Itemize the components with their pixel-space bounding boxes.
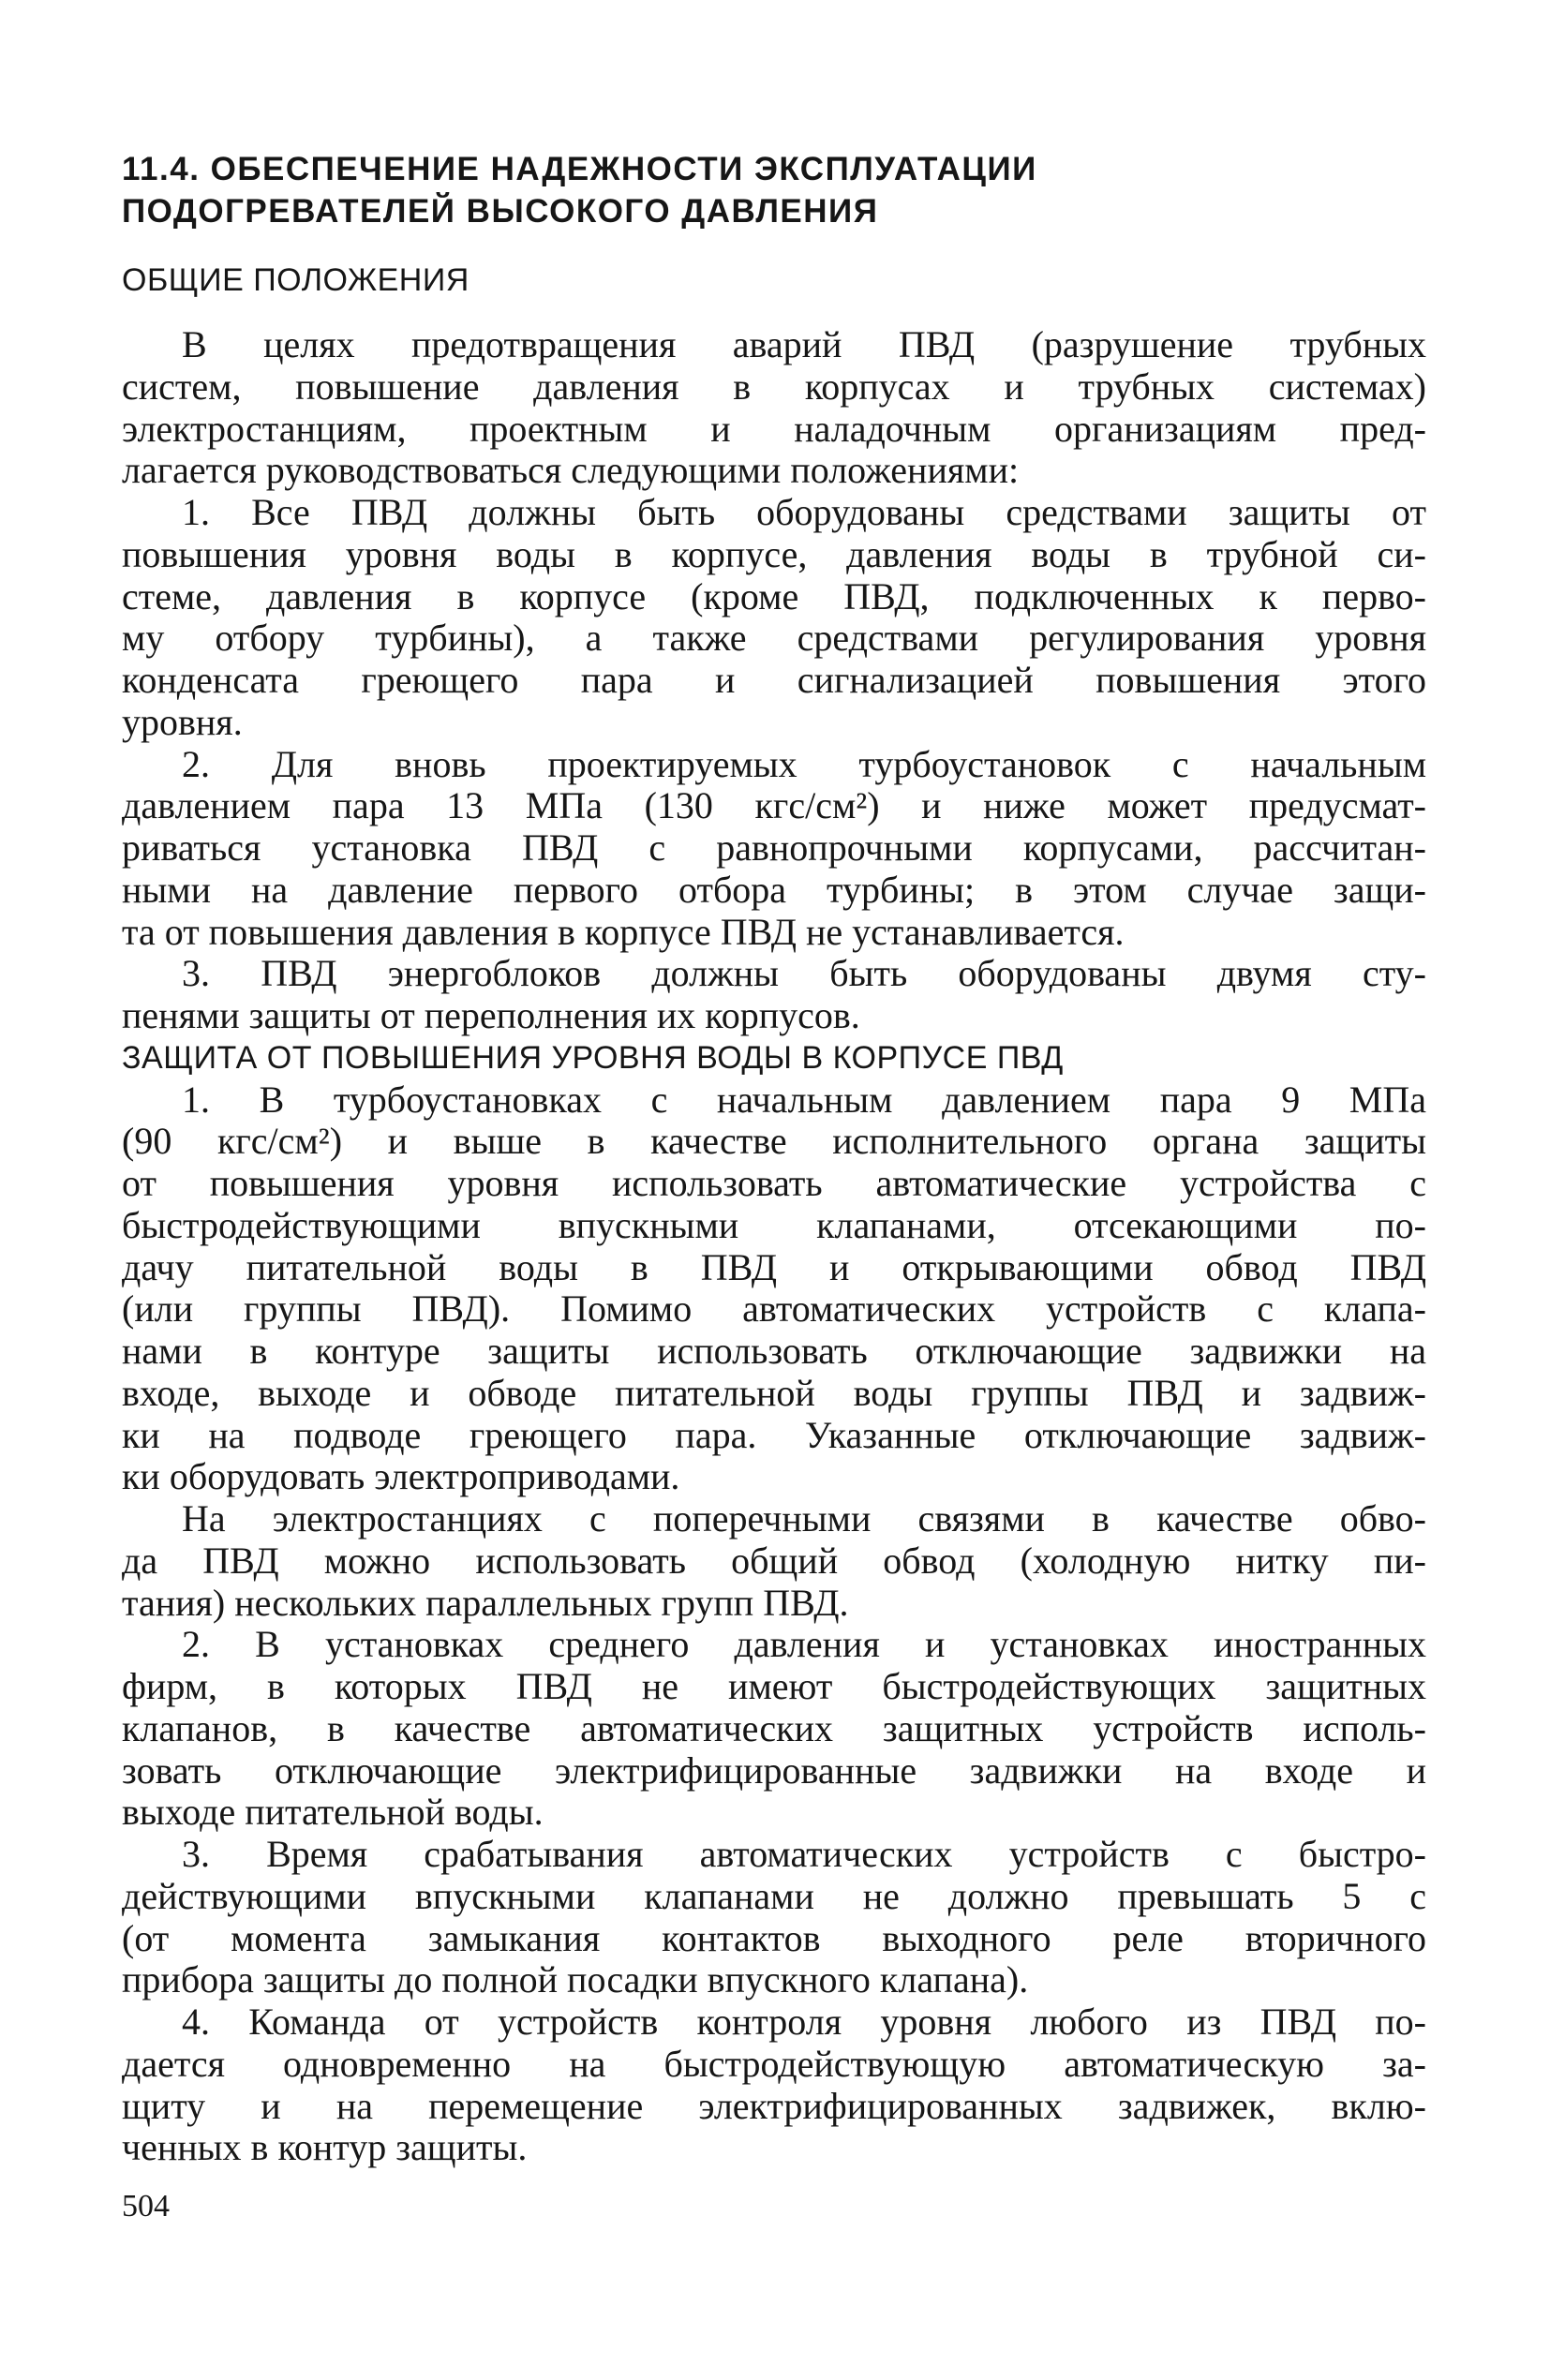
text-line: нами в контуре защиты использовать отключающие задвижки на xyxy=(122,1330,1426,1372)
text-line: (или группы ПВД). Помимо автоматических устройств с клапа- xyxy=(122,1287,1426,1331)
text-line: выходе питательной воды. xyxy=(122,1791,544,1834)
text-line: тания) нескольких параллельных групп ПВД. xyxy=(122,1581,849,1624)
text-line: от повышения уровня использовать автоматические устройства с xyxy=(122,1162,1426,1204)
text-line: стеме, давления в корпусе (кроме ПВД, подключенных к перво- xyxy=(122,574,1426,617)
text-line: ки оборудовать электроприводами. xyxy=(122,1455,680,1498)
paragraph xyxy=(122,2001,1426,2169)
body-text xyxy=(122,324,1426,2169)
subheading: ЗАЩИТА ОТ ПОВЫШЕНИЯ УРОВНЯ ВОДЫ В КОРПУСЕ ПВД xyxy=(122,1039,1064,1076)
paragraph xyxy=(122,1624,1426,1834)
text-line: 1. В турбоустановках с начальным давлением пара 9 МПа xyxy=(182,1078,1426,1121)
paragraph xyxy=(122,1079,1426,1499)
paragraph xyxy=(122,492,1426,744)
section-heading xyxy=(122,148,1426,232)
document-page xyxy=(122,148,1426,2225)
text-line: зовать отключающие электрифицированные задвижки на входе и xyxy=(122,1748,1426,1792)
text-line: входе, выходе и обводе питательной воды группы ПВД и задвиж- xyxy=(122,1371,1426,1414)
text-line: давлением пара 13 МПа (130 кгс/см²) и ниже может предусмат- xyxy=(122,784,1426,827)
text-line: конденсата греющего пара и сигнализацией повышения этого xyxy=(122,659,1426,701)
paragraph xyxy=(122,324,1426,492)
text-line: щиту и на перемещение электрифицированных задвижек, вклю- xyxy=(122,2084,1426,2127)
text-line: риваться установка ПВД с равнопрочными корпусами, рассчитан- xyxy=(122,826,1426,869)
text-line: лагается руководствоваться следующими положениями: xyxy=(122,449,1020,492)
text-line: ченных в контур защиты. xyxy=(122,2126,528,2169)
text-line: дачу питательной воды в ПВД и открывающими обвод ПВД xyxy=(122,1245,1426,1288)
text-line: та от повышения давления в корпусе ПВД не устанавливается. xyxy=(122,910,1125,953)
heading-line: ПОДОГРЕВАТЕЛЕЙ ВЫСОКОГО ДАВЛЕНИЯ xyxy=(122,193,879,230)
text-line: дается одновременно на быстродействующую автоматическую за- xyxy=(122,2042,1426,2085)
text-line: повышения уровня воды в корпусе, давления воды в трубной си- xyxy=(122,532,1426,575)
text-line: уровня. xyxy=(122,700,243,743)
text-line: прибора защиты до полной посадки впускного клапана). xyxy=(122,1958,1029,2001)
page-number: 504 xyxy=(122,2189,170,2224)
text-line: фирм, в которых ПВД не имеют быстродействующих защитных xyxy=(122,1665,1426,1707)
text-line: да ПВД можно использовать общий обвод (холодную нитку пи- xyxy=(122,1539,1426,1582)
text-line: быстродействующими впускными клапанами, отсекающими по- xyxy=(122,1203,1426,1246)
text-line: 4. Команда от устройств контроля уровня любого из ПВД по- xyxy=(182,2001,1426,2043)
heading-line: 11.4. ОБЕСПЕЧЕНИЕ НАДЕЖНОСТИ ЭКСПЛУАТАЦИИ xyxy=(122,151,1037,187)
text-line: му отбору турбины), а также средствами регулирования уровня xyxy=(122,617,1426,660)
text-line: ными на давление первого отбора турбины; в этом случае защи- xyxy=(122,868,1426,911)
text-line: 3. ПВД энергоблоков должны быть оборудованы двумя сту- xyxy=(182,952,1426,995)
text-line: электростанциям, проектным и наладочным организациям пред- xyxy=(122,407,1426,450)
text-line: пенями защиты от переполнения их корпусов. xyxy=(122,994,860,1036)
text-line: 2. Для вновь проектируемых турбоустановок с начальным xyxy=(182,742,1426,785)
text-line: 1. Все ПВД должны быть оборудованы средствами защиты от xyxy=(182,491,1426,533)
text-line: (90 кгс/см²) и выше в качестве исполнительного органа защиты xyxy=(122,1120,1426,1163)
text-line: (от момента замыкания контактов выходного реле вторичного xyxy=(122,1916,1426,1959)
text-line: В целях предотвращения аварий ПВД (разрушение трубных xyxy=(182,323,1426,365)
text-line: клапанов, в качестве автоматических защитных устройств исполь- xyxy=(122,1706,1426,1749)
paragraph xyxy=(122,1498,1426,1624)
paragraph xyxy=(122,744,1426,954)
subheading-general: ОБЩИЕ ПОЛОЖЕНИЯ xyxy=(122,262,469,298)
text-line: действующими впускными клапанами не должно превышать 5 с xyxy=(122,1874,1426,1917)
text-line: 2. В установках среднего давления и установках иностранных xyxy=(182,1623,1426,1666)
text-line: На электростанциях с поперечными связями в качестве обво- xyxy=(182,1497,1426,1540)
paragraph xyxy=(122,953,1426,1037)
text-line: 3. Время срабатывания автоматических устройств с быстро- xyxy=(182,1833,1426,1875)
text-line: систем, повышение давления в корпусах и трубных системах) xyxy=(122,364,1426,408)
paragraph xyxy=(122,1834,1426,2001)
text-line: ки на подводе греющего пара. Указанные отключающие задвиж- xyxy=(122,1413,1426,1456)
